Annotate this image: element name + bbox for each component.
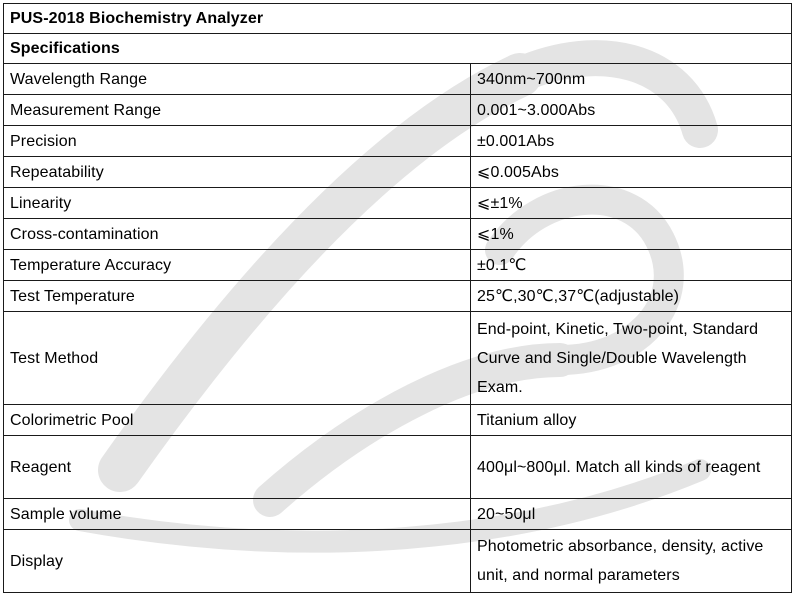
spec-value: 340nm~700nm <box>471 64 792 95</box>
table-row <box>4 188 792 219</box>
table-row <box>4 436 792 499</box>
table-row <box>4 64 792 95</box>
table-row <box>4 157 792 188</box>
table-row <box>4 250 792 281</box>
spec-value: 0.001~3.000Abs <box>471 95 792 126</box>
spec-value: 400μl~800μl. Match all kinds of reagent <box>471 436 792 499</box>
spec-label: Temperature Accuracy <box>4 250 471 281</box>
section-heading: Specifications <box>4 34 792 64</box>
spec-value: ⩽1% <box>471 219 792 250</box>
spec-label: Measurement Range <box>4 95 471 126</box>
spec-value: ±0.1℃ <box>471 250 792 281</box>
table-row <box>4 530 792 593</box>
spec-label: Cross-contamination <box>4 219 471 250</box>
table-row <box>4 405 792 436</box>
spec-value: ⩽±1% <box>471 188 792 219</box>
table-row <box>4 126 792 157</box>
table-row <box>4 312 792 405</box>
table-row <box>4 219 792 250</box>
section-row <box>4 34 792 64</box>
spec-label: Sample volume <box>4 499 471 530</box>
table-row <box>4 499 792 530</box>
spec-value: 25℃,30℃,37℃(adjustable) <box>471 281 792 312</box>
spec-label: Precision <box>4 126 471 157</box>
spec-label: Linearity <box>4 188 471 219</box>
spec-label: Test Temperature <box>4 281 471 312</box>
spec-label: Wavelength Range <box>4 64 471 95</box>
table-row <box>4 95 792 126</box>
spec-table <box>3 3 792 593</box>
table-row <box>4 281 792 312</box>
spec-label: Reagent <box>4 436 471 499</box>
spec-value: 20~50μl <box>471 499 792 530</box>
spec-label: Colorimetric Pool <box>4 405 471 436</box>
spec-value: End-point, Kinetic, Two-point, Standard Curve and Single/Double Wavelength Exam. <box>471 312 792 405</box>
spec-value: ⩽0.005Abs <box>471 157 792 188</box>
table-title: PUS-2018 Biochemistry Analyzer <box>4 4 792 34</box>
spec-label: Display <box>4 530 471 593</box>
title-row <box>4 4 792 34</box>
spec-value: ±0.001Abs <box>471 126 792 157</box>
spec-value: Titanium alloy <box>471 405 792 436</box>
spec-value: Photometric absorbance, density, active unit, and normal parameters <box>471 530 792 593</box>
spec-label: Test Method <box>4 312 471 405</box>
spec-label: Repeatability <box>4 157 471 188</box>
